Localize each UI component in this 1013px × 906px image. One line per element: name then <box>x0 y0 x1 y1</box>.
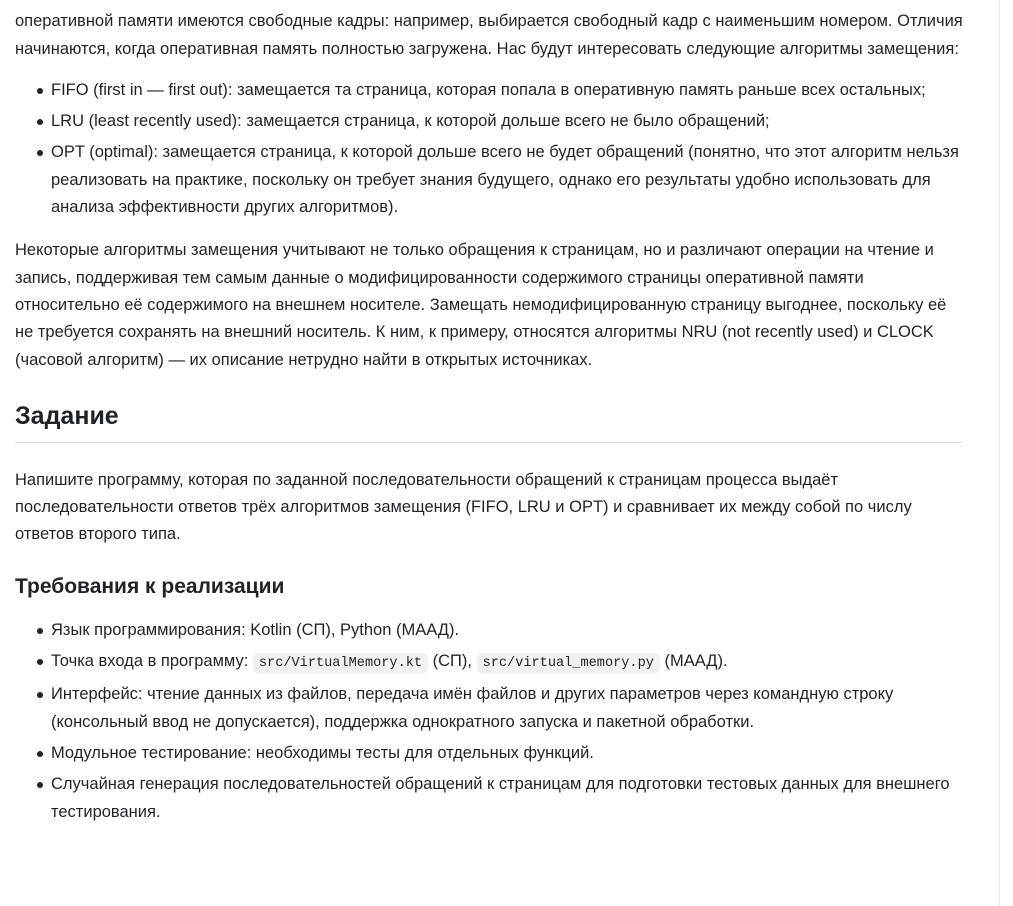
requirements-heading: Требования к реализации <box>15 574 285 598</box>
task-heading: Задание <box>15 399 963 443</box>
requirements-list <box>15 617 963 826</box>
entry-code-python: src/virtual_memory.py <box>477 653 660 674</box>
list-item-language: Язык программирования: Kotlin (СП), Python (МААД). <box>51 617 963 644</box>
list-item-lru: LRU (least recently used): замещается страница, к которой дольше всего не было обращений; <box>51 108 963 135</box>
list-item-testing: Модульное тестирование: необходимы тесты для отдельных функций. <box>51 740 963 767</box>
list-item-interface: Интерфейс: чтение данных из файлов, передача имён файлов и других параметров через командную строку (консольный ввод не допускается), поддержка однократного запуска и пакетной обработки. <box>51 681 963 736</box>
page-right-border <box>999 0 1000 906</box>
entry-code-kotlin: src/VirtualMemory.kt <box>253 653 428 674</box>
intro-text: оперативной памяти имеются свободные кадры: например, выбирается свободный кадр с наименьшим номером. Отличия начинаются, когда оперативная память полностью загружена. Нас будут интересовать следующие алгоритмы замещения: <box>15 12 963 58</box>
list-item-opt: OPT (optimal): замещается страница, к которой дольше всего не будет обращений (понятно, что этот алгоритм нельзя реализовать на практике, поскольку он требует знания будущего, однако его результаты удобно использовать для анализа эффективности других алгоритмов). <box>51 139 963 221</box>
entry-prefix: Точка входа в программу: <box>51 652 253 671</box>
entry-mid: (СП), <box>428 652 477 671</box>
entry-suffix: (МААД). <box>659 652 728 671</box>
list-item-fifo: FIFO (first in — first out): замещается та страница, которая попала в оперативную память раньше всех остальных; <box>51 77 963 104</box>
read-write-paragraph: Некоторые алгоритмы замещения учитывают не только обращения к страницам, но и различают операции на чтение и запись, поддерживая тем самым данные о модифицированности содержимого страницы оперативной памяти относительно её содержимого на внешнем носителе. Замещать немодифицированную страницу выгоднее, поскольку её не требуется сохранять на внешний носитель. К ним, к примеру, относятся алгоритмы NRU (not recently used) и CLOCK (часовой алгоритм) — их описание нетрудно найти в открытых источниках. <box>15 241 947 369</box>
task-paragraph: Напишите программу, которая по заданной последовательности обращений к страницам процесса выдаёт последовательности ответов трёх алгоритмов замещения (FIFO, LRU и OPT) и сравнивает их между собой по числу ответов второго типа. <box>15 470 912 544</box>
list-item-entry-point <box>51 648 963 677</box>
intro-paragraph <box>15 0 963 63</box>
list-item-generation: Случайная генерация последовательностей обращений к страницам для подготовки тестовых данных для внешнего тестирования. <box>51 771 963 826</box>
document-content <box>15 0 963 830</box>
replacement-algorithms-list <box>15 77 963 221</box>
